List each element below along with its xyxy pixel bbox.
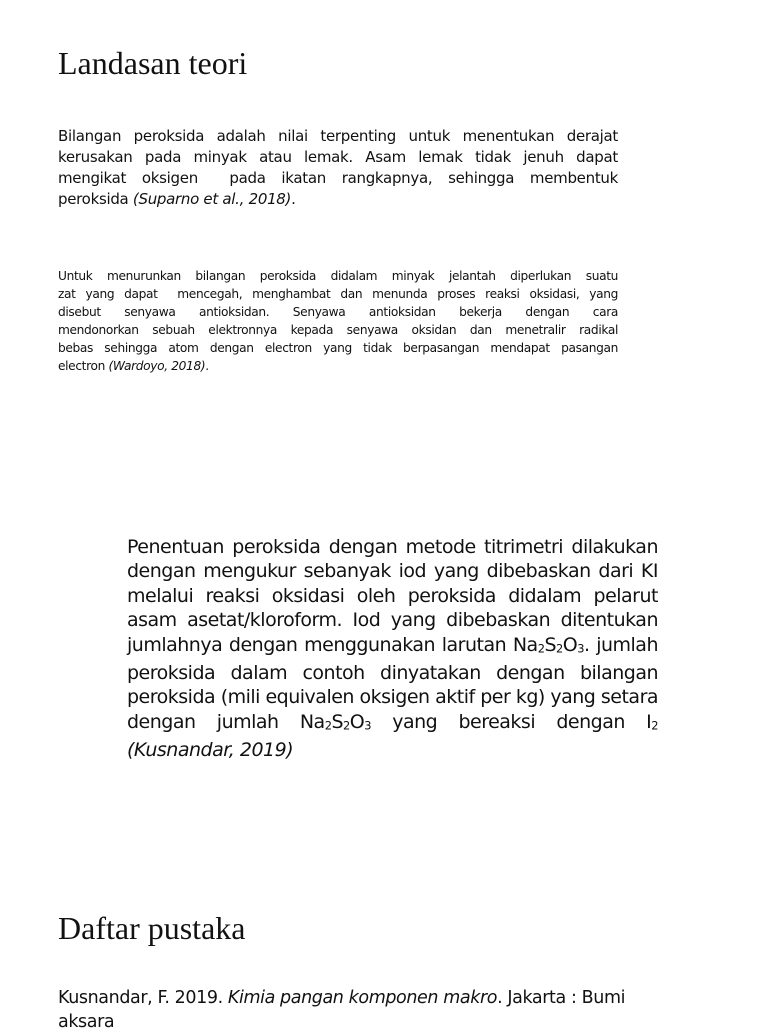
text-line [127,608,658,632]
text-segment: dengan mengukur sebanyak iod yang dibebaskan dari KI [127,560,658,583]
heading-daftar-pustaka: Daftar pustaka [58,910,246,946]
text-segment: jumlahnya dengan menggunakan larutan Na [127,633,538,656]
text-segment: asam asetat/kloroform. Iod yang dibebaskan ditentukan [127,609,658,632]
text-line [58,168,618,189]
text-segment: electron [58,359,109,373]
text-segment: mengikat oksigen pada ikatan rangkapnya, sehingga membentuk [58,169,618,187]
text-segment: aksara [58,1012,115,1032]
citation-text: (Kusnandar, 2019) [127,738,294,761]
subscript: 3 [577,641,584,656]
paragraph-antioksidan [58,267,618,375]
text-segment: . jumlah [583,633,658,656]
text-segment: Bilangan peroksida adalah nilai terpenting untuk menentukan derajat [58,127,618,145]
text-segment: zat yang dapat mencegah, menghambat dan menunda proses reaksi oksidasi, yang [58,287,618,301]
text-segment: mendonorkan sebuah elektronnya kepada senyawa oksidan dan menetralir radikal [58,323,618,337]
citation-text: Kimia pangan komponen makro [227,988,498,1008]
text-line [58,267,618,285]
text-line [58,285,618,303]
heading-landasan-teori: Landasan teori [58,45,248,81]
text-line [58,303,618,321]
text-line [58,147,618,168]
text-segment: S [544,633,557,656]
text-line [127,633,658,661]
reference-kusnandar [58,986,678,1034]
subscript: 3 [364,718,371,733]
text-segment: disebut senyawa antioksidan. Senyawa antioksidan bekerja dengan cara [58,305,618,319]
text-line [127,661,658,685]
text-segment: Untuk menurunkan bilangan peroksida didalam minyak jelantah diperlukan suatu [58,269,618,283]
text-line [127,710,658,738]
text-line [127,685,658,709]
text-segment: Penentuan peroksida dengan metode titrimetri dilakukan [127,536,658,558]
subscript: 2 [324,718,332,733]
citation-text: (Suparno et al., 2018) [132,190,292,208]
text-segment: S [331,710,343,733]
text-segment: peroksida (mili equivalen oksigen aktif per kg) yang setara [127,686,659,709]
text-line [58,986,678,1010]
text-segment: peroksida [58,190,133,208]
text-line [58,126,618,147]
paragraph-penentuan-peroksida [127,535,658,762]
paragraph-bilangan-peroksida [58,126,618,210]
subscript: 2 [343,718,350,733]
text-segment: yang bereaksi dengan I [370,710,652,733]
text-segment: melalui reaksi oksidasi oleh peroksida didalam pelarut [127,584,658,607]
text-line [58,1010,678,1034]
text-segment: . [291,190,296,208]
text-line [127,738,658,762]
text-line [58,321,618,339]
text-segment: O [349,710,365,733]
citation-text: (Wardoyo, 2018) [108,359,206,373]
text-line [58,339,618,357]
text-line [127,559,658,583]
text-segment: peroksida dalam contoh dinyatakan dengan bilangan [127,661,658,684]
text-segment: bebas sehingga atom dengan electron yang tidak berpasangan mendapat pasangan [58,341,618,355]
subscript: 2 [537,641,545,656]
text-line [58,357,618,375]
text-segment: dengan jumlah Na [127,710,325,733]
text-line [58,189,618,210]
text-line [127,584,658,608]
text-line [127,535,658,559]
text-segment: O [562,633,578,656]
text-segment: kerusakan pada minyak atau lemak. Asam lemak tidak jenuh dapat [58,148,618,166]
text-segment: . [205,359,209,373]
text-segment: Kusnandar, F. 2019. [58,988,228,1008]
subscript: 2 [651,718,658,733]
text-segment: . Jakarta : Bumi [497,988,626,1008]
subscript: 2 [556,641,563,656]
